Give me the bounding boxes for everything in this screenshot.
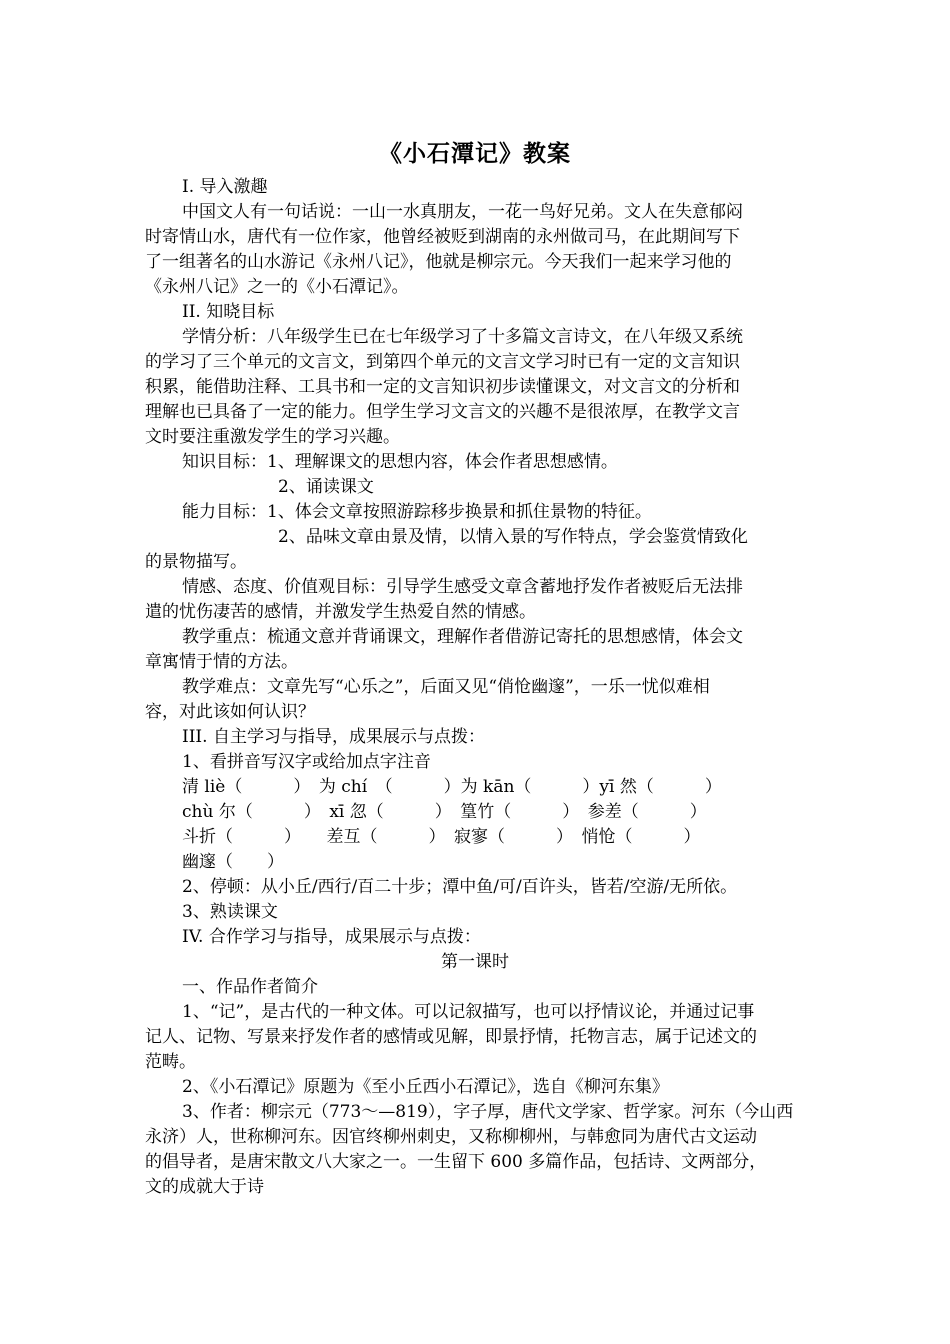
paragraph-line: 时寄情山水，唐代有一位作家，他曾经被贬到湖南的永州做司马，在此期间写下 — [145, 227, 740, 247]
paragraph-line: 能力目标：1、体会文章按照游踪移步换景和抓住景物的特征。 — [182, 502, 652, 522]
document-title: 《小石潭记》教案 — [379, 140, 571, 167]
section-heading: IV. 合作学习与指导，成果展示与点拨： — [182, 927, 481, 947]
pinyin-exercise-line: 清 liè（ ） 为 chí （ ）为 kān（ ）yī 然（ ） — [182, 777, 722, 797]
paragraph-line: 2、诵读课文 — [278, 477, 374, 497]
paragraph-line: 理解也已具备了一定的能力。但学生学习文言文的兴趣不是很浓厚，在教学文言 — [145, 402, 740, 422]
paragraph-line: 的学习了三个单元的文言文，到第四个单元的文言文学习时已有一定的文言知识 — [145, 352, 740, 372]
paragraph-line: 文时要注重激发学生的学习兴趣。 — [145, 427, 400, 447]
section-heading: II. 知晓目标 — [182, 302, 275, 322]
paragraph-line: 永济）人，世称柳河东。因官终柳州刺史，又称柳柳州，与韩愈同为唐代古文运动 — [145, 1127, 757, 1147]
paragraph-line: 中国文人有一句话说：一山一水真朋友，一花一鸟好兄弟。文人在失意郁闷 — [182, 202, 743, 222]
paragraph-line: 教学难点：文章先写“心乐之”，后面又见“俏怆幽邃”，一乐一忧似难相 — [182, 677, 710, 697]
pinyin-exercise-line: 斗折（ ） 差互（ ） 寂寥（ ） 悄怆（ ） — [182, 827, 701, 847]
subsection-heading: 一、作品作者简介 — [182, 977, 318, 997]
paragraph-line: 2、品味文章由景及情，以情入景的写作特点，学会鉴赏情致化 — [278, 527, 748, 547]
paragraph-line: 2、《小石潭记》原题为《至小丘西小石潭记》，选自《柳河东集》 — [182, 1077, 669, 1097]
pinyin-exercise-line: chù 尔（ ） xī 忽（ ） 篁竹（ ） 参差（ ） — [182, 802, 707, 822]
paragraph-line: 1、看拼音写汉字或给加点字注音 — [182, 752, 431, 772]
lesson-heading: 第一课时 — [441, 952, 509, 972]
paragraph-line: 记人、记物、写景来抒发作者的感情或见解，即景抒情，托物言志，属于记述文的 — [145, 1027, 757, 1047]
section-heading: I. 导入激趣 — [182, 177, 268, 197]
paragraph-line: 知识目标：1、理解课文的思想内容，体会作者思想感情。 — [182, 452, 618, 472]
pinyin-exercise-line: 幽邃（ ） — [182, 852, 284, 872]
paragraph-line: 章寓情于情的方法。 — [145, 652, 298, 672]
paragraph-line: 文的成就大于诗 — [145, 1177, 264, 1197]
paragraph-line: 3、作者：柳宗元（773～—819），字子厚，唐代文学家、哲学家。河东（今山西 — [182, 1102, 794, 1122]
paragraph-line: 积累，能借助注释、工具书和一定的文言知识初步读懂课文，对文言文的分析和 — [145, 377, 740, 397]
paragraph-line: 遣的忧伤凄苦的感情，并激发学生热爱自然的情感。 — [145, 602, 536, 622]
paragraph-line: 《永州八记》之一的《小石潭记》。 — [145, 277, 409, 297]
paragraph-line: 的倡导者，是唐宋散文八大家之一。一生留下 600 多篇作品，包括诗、文两部分， — [145, 1152, 767, 1172]
paragraph-line: 范畴。 — [145, 1052, 196, 1072]
paragraph-line: 了一组著名的山水游记《永州八记》，他就是柳宗元。今天我们一起来学习他的 — [145, 252, 732, 272]
paragraph-line: 3、熟读课文 — [182, 902, 278, 922]
paragraph-line: 2、停顿：从小丘/西行/百二十步；潭中鱼/可/百许头，皆若/空游/无所依。 — [182, 877, 738, 897]
paragraph-line: 容，对此该如何认识？ — [145, 702, 315, 722]
section-heading: III. 自主学习与指导，成果展示与点拨： — [182, 727, 485, 747]
paragraph-line: 1、“记”，是古代的一种文体。可以记叙描写，也可以抒情议论，并通过记事 — [182, 1002, 755, 1022]
paragraph-line: 情感、态度、价值观目标：引导学生感受文章含蓄地抒发作者被贬后无法排 — [182, 577, 743, 597]
paragraph-line: 教学重点：梳通文意并背诵课文，理解作者借游记寄托的思想感情，体会文 — [182, 627, 743, 647]
paragraph-line: 的景物描写。 — [145, 552, 247, 572]
paragraph-line: 学情分析：八年级学生已在七年级学习了十多篇文言诗文，在八年级又系统 — [182, 327, 743, 347]
